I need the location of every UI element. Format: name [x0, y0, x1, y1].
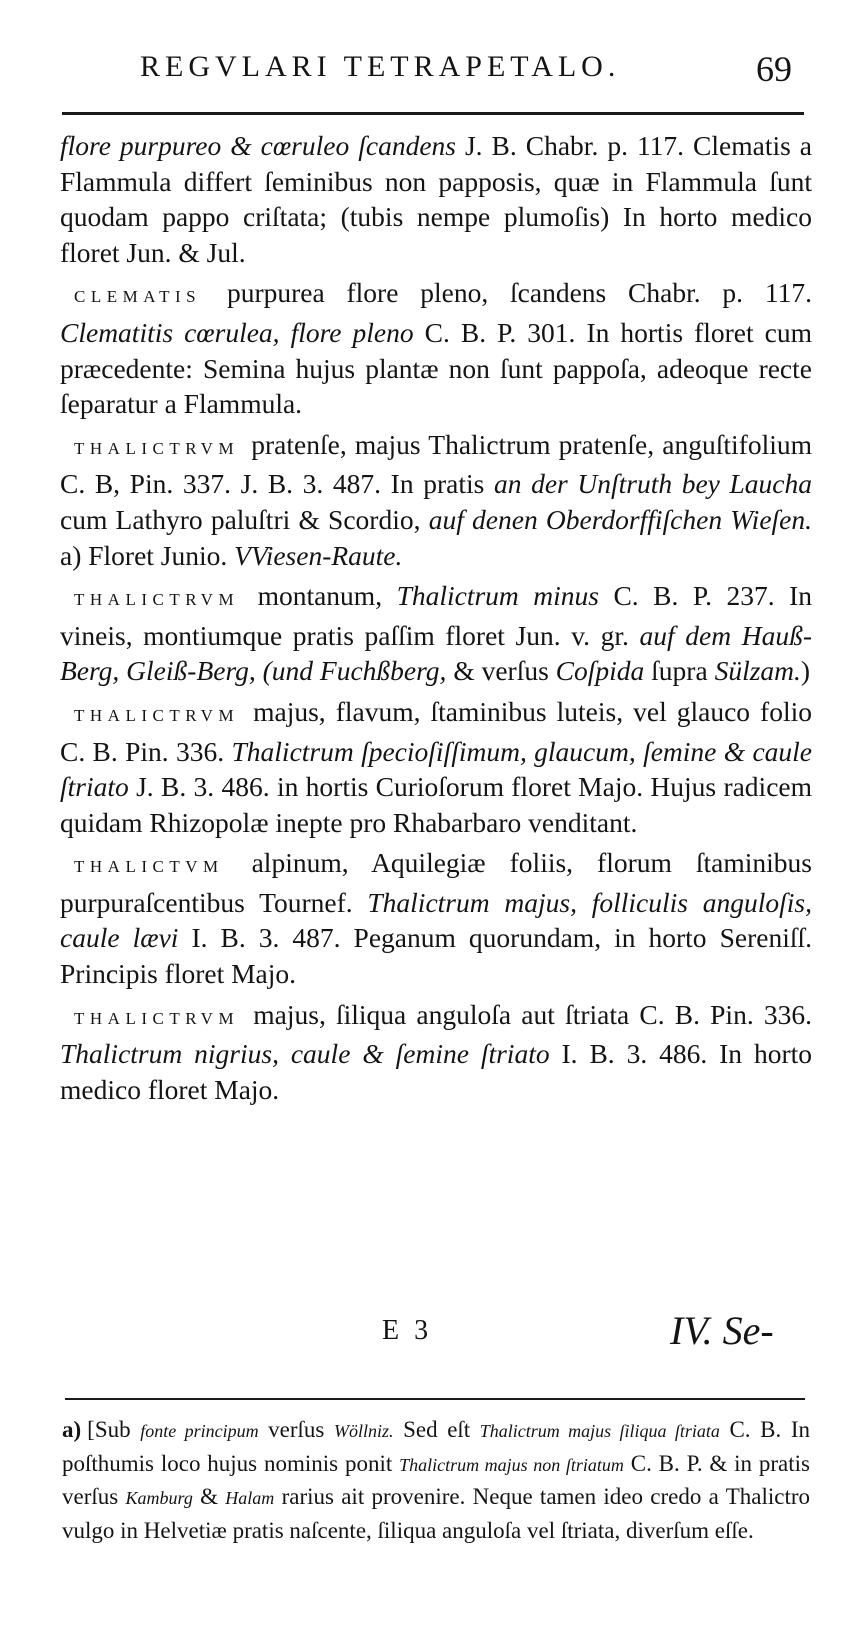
- page-number: 69: [756, 49, 792, 89]
- footnote-rule: [65, 1398, 805, 1400]
- entry-paragraph: THALICTRVM majus, flavum, ſtaminibus luteis, vel glauco folio C. B. Pin. 336. Thalictrum ſpecioſiſſimum, glaucum, ſemine & caule ſtriato J. B. 3. 486. in hortis Curioſorum floret Majo. Hujus radicem quidam Rhizopolæ inepte pro Rhabarbaro venditant.: [60, 695, 813, 838]
- entry-paragraph: THALICTRVM majus, ſiliqua anguloſa aut ſtriata C. B. Pin. 336. Thalictrum nigrius, caule & ſemine ſtriato I. B. 3. 486. In horto medico floret Majo.: [60, 998, 812, 1105]
- page-footer: [0, 1308, 850, 1365]
- entry-paragraph: flore purpureo & cœruleo ſcandens J. B. Chabr. p. 117. Clematis a Flammula differt ſeminibus non papposis, quæ in Flammula ſunt quodam pappo criſtata; (tubis nempe plumoſis) In horto medico floret Jun. & Jul.: [60, 130, 813, 268]
- entry-paragraph: CLEMATIS purpurea flore pleno, ſcandens Chabr. p. 117. Clematitis cœrulea, flore pleno C. B. P. 301. In hortis floret cum præcedente: Semina hujus plantæ non ſunt pappoſa, adeoque recte ſeparatur a Flammula.: [60, 277, 812, 420]
- signature-mark: E 3: [382, 1315, 433, 1346]
- footnote-text: [Sub fonte principum verſus Wöllniz. Sed eſt Thalictrum majus ſiliqua ſtriata C. B. In poſthumis loco hujus nominis ponit Thalictrum majus non ſtriatum C. B. P. & in pratis verſus Kamburg & Halam rarius ait provenire. Neque tamen ideo credo a Thalictro vulgo in Helvetiæ pratis naſcente, ſiliqua anguloſa vel ſtriata, diverſum eſſe.: [62, 1417, 811, 1543]
- running-head: REGVLARI TETRAPETALO.: [140, 50, 621, 83]
- footnote-marker: a): [62, 1417, 82, 1442]
- entry-paragraph: THALICTRVM pratenſe, majus Thalictrum pratenſe, anguſtifolium C. B, Pin. 337. J. B. 3. 487. In pratis an der Unſtruth bey Laucha cum Lathyro paluſtri & Scordio, auf denen Oberdorffiſchen Wieſen. a) Floret Junio. VViesen-Raute.: [60, 428, 812, 571]
- header-rule: [62, 112, 804, 115]
- catchword: IV. Se-: [670, 1308, 774, 1353]
- page-header: [0, 50, 850, 100]
- entry-paragraph: THALICTRVM montanum, Thalictrum minus C. B. P. 237. In vineis, montiumque pratis paſſim floret Jun. v. gr. auf dem Hauß-Berg, Gleiß-Berg, (und Fuchßberg, & verſus Coſpida ſupra Sülzam.): [60, 580, 812, 687]
- main-text: [60, 128, 812, 1112]
- footnote: [62, 1414, 810, 1546]
- entry-paragraph: THALICTVM alpinum, Aquilegiæ foliis, florum ſtaminibus purpuraſcentibus Tournef. Thalictrum majus, folliculis anguloſis, caule lævi I. B. 3. 487. Peganum quorundam, in horto Sereniſſ. Principis floret Majo.: [60, 847, 812, 990]
